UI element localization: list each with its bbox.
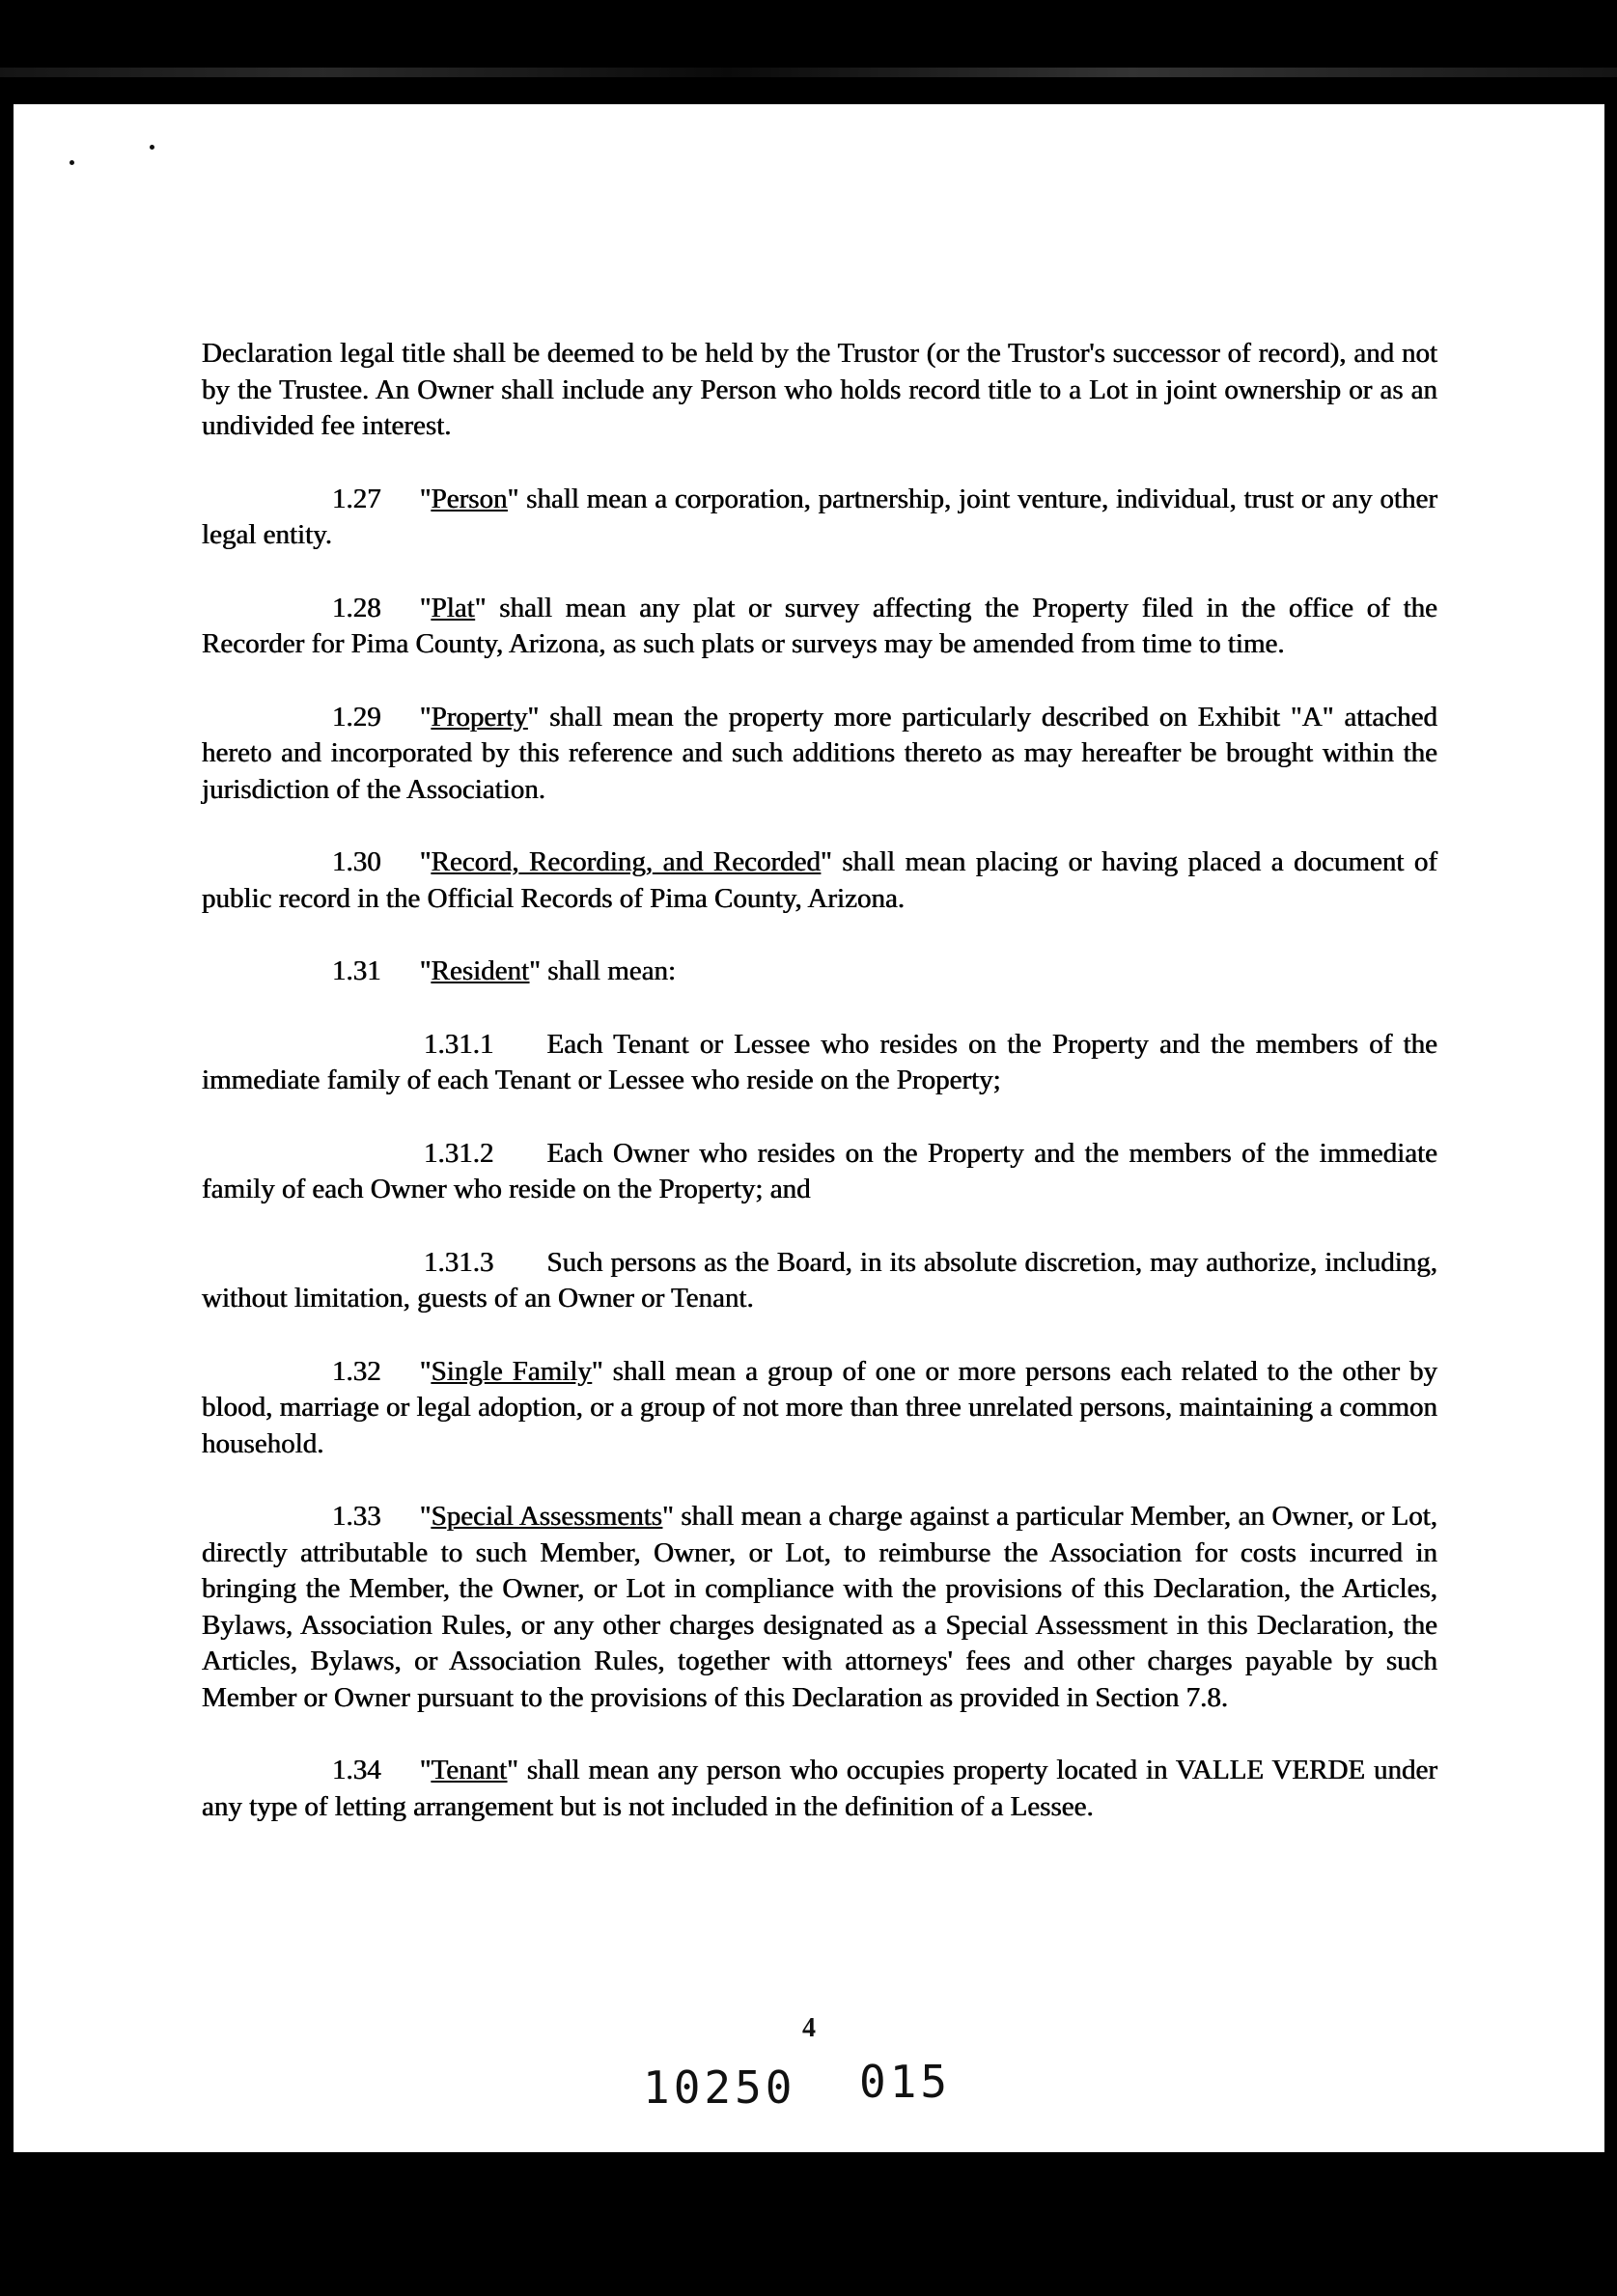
section-number: 1.33 bbox=[332, 1501, 381, 1532]
defined-term: Resident bbox=[431, 955, 530, 986]
subsection-number: 1.31.2 bbox=[424, 1137, 494, 1169]
subsection-1-31-2 bbox=[202, 1136, 1437, 1208]
section-number: 1.34 bbox=[332, 1755, 381, 1785]
quote-mark: " bbox=[419, 1355, 432, 1387]
section-text: shall mean the property more particularly described on Exhibit "A" attached hereto and incorporated by this reference and such additions thereto as may hereafter be brought within the jurisdiction of the Association. bbox=[202, 701, 1437, 805]
defined-term: Plat bbox=[431, 592, 475, 623]
quote-mark: " bbox=[527, 701, 540, 733]
section-1-34 bbox=[202, 1753, 1437, 1825]
section-number: 1.29 bbox=[332, 701, 381, 733]
section-number: 1.32 bbox=[332, 1355, 381, 1387]
quote-mark: " bbox=[419, 846, 432, 877]
subsection-1-31-1 bbox=[202, 1027, 1437, 1099]
section-text: shall mean any person who occupies property located in VALLE VERDE under any type of letting arrangement but is not included in the definition of a Lessee. bbox=[202, 1755, 1437, 1822]
section-1-28 bbox=[202, 591, 1437, 663]
scan-border bbox=[0, 68, 1617, 77]
section-text: shall mean placing or having placed a document of public record in the Official Records of Pima County, Arizona. bbox=[202, 846, 1438, 914]
subsection-number: 1.31.1 bbox=[424, 1028, 494, 1060]
quote-mark: " bbox=[821, 846, 832, 877]
subsection-text: Each Tenant or Lessee who resides on the Property and the members of the immediate family of each Tenant or Lessee who reside on the Property; bbox=[202, 1028, 1437, 1095]
subsection-1-31-3 bbox=[202, 1245, 1437, 1317]
intro-paragraph bbox=[202, 336, 1437, 445]
section-1-30 bbox=[202, 844, 1437, 917]
scan-speck bbox=[150, 145, 154, 150]
section-1-32 bbox=[202, 1354, 1437, 1463]
subsection-text: Such persons as the Board, in its absolute discretion, may authorize, including, without limitation, guests of an Owner or Tenant. bbox=[202, 1246, 1437, 1314]
section-1-29 bbox=[202, 700, 1437, 809]
defined-term: Single Family bbox=[431, 1355, 592, 1387]
scan-speck bbox=[70, 160, 74, 165]
defined-term: Record, Recording, and Recorded bbox=[431, 846, 821, 877]
quote-mark: " bbox=[419, 1755, 432, 1785]
quote-mark: " bbox=[419, 701, 432, 733]
section-1-27 bbox=[202, 482, 1437, 554]
quote-mark: " bbox=[419, 955, 432, 986]
quote-mark: " bbox=[419, 592, 432, 623]
page-number: 4 bbox=[802, 2013, 816, 2043]
section-number: 1.31 bbox=[332, 955, 381, 986]
quote-mark: " bbox=[419, 483, 432, 514]
document-stamp-page: 015 bbox=[859, 2056, 952, 2108]
section-text: shall mean any plat or survey affecting the Property filed in the office of the Recorder for Pima County, Arizona, as such plats or surveys may be amended from time to time. bbox=[202, 592, 1437, 659]
defined-term: Special Assessments bbox=[431, 1501, 663, 1532]
document-body bbox=[202, 336, 1437, 1862]
section-1-33 bbox=[202, 1499, 1437, 1716]
quote-mark: " bbox=[419, 1501, 432, 1532]
quote-mark: " bbox=[474, 592, 487, 623]
section-text: shall mean a charge against a particular Member, an Owner, or Lot, directly attributable to such Member, Owner, or Lot, to reimburse the Association for costs incurred in bringing the Member, the Owner, or Lot in compliance with the provisions of this Declaration, the Articles, Bylaws, Association Rules, or any other charges designated as a Special Assessment in this Declaration, the Articles, Bylaws, or Association Rules, together with attorneys' fees and other charges payable by such Member or Owner pursuant to the provisions of this Declaration as provided in Section 7.8. bbox=[202, 1501, 1437, 1713]
quote-mark: " bbox=[507, 1755, 518, 1785]
section-text: shall mean a corporation, partnership, joint venture, individual, trust or any other legal entity. bbox=[202, 483, 1437, 550]
quote-mark: " bbox=[591, 1355, 603, 1387]
defined-term: Property bbox=[431, 701, 528, 733]
section-number: 1.28 bbox=[332, 592, 381, 623]
intro-text: Declaration legal title shall be deemed to be held by the Trustor (or the Trustor's successor of record), and not by the Trustee. An Owner shall include any Person who holds record title to a Lot in joint ownership or as an undivided fee interest. bbox=[202, 338, 1437, 441]
section-text: shall mean a group of one or more persons each related to the other by blood, marriage or legal adoption, or a group of not more than three unrelated persons, maintaining a common household. bbox=[202, 1355, 1438, 1459]
document-page bbox=[14, 104, 1604, 2152]
quote-mark: " bbox=[662, 1501, 674, 1532]
defined-term: Tenant bbox=[431, 1755, 508, 1785]
defined-term: Person bbox=[431, 483, 508, 514]
section-number: 1.30 bbox=[332, 846, 381, 877]
quote-mark: " bbox=[507, 483, 519, 514]
quote-mark: " bbox=[529, 955, 541, 986]
subsection-number: 1.31.3 bbox=[424, 1246, 494, 1278]
section-1-31 bbox=[202, 954, 1437, 990]
section-text: shall mean: bbox=[540, 955, 677, 986]
section-number: 1.27 bbox=[332, 483, 381, 514]
document-stamp-number: 10250 bbox=[643, 2061, 796, 2114]
subsection-text: Each Owner who resides on the Property and the members of the immediate family of each Owner who reside on the Property; and bbox=[202, 1137, 1437, 1204]
